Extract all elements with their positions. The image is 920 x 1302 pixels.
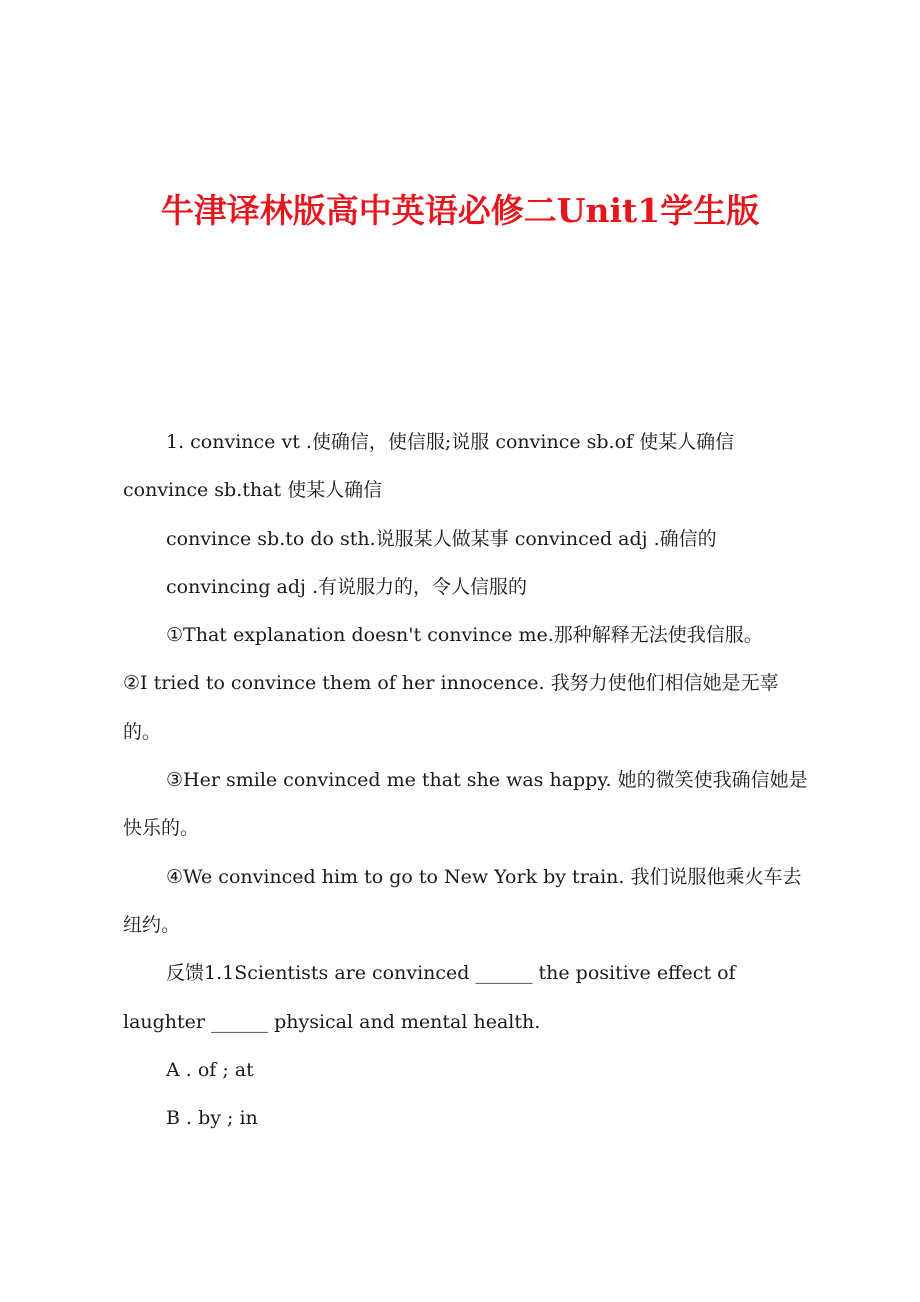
answer-option-a: A . of ; at xyxy=(166,1058,254,1081)
vocab-usage-line: convince sb.to do sth.说服某人做某事 convinced adj .确信的 xyxy=(166,527,717,550)
vocab-entry-convince: 1. convince vt .使确信，使信服;说服 convince sb.of 使某人确信 convince sb.that 使某人确信 xyxy=(123,431,735,502)
example-sentence: ④We convinced him to go to New York by train. 我们说服他乘火车去纽约。 xyxy=(123,865,802,936)
example-sentence: ③Her smile convinced me that she was happy. 她的微笑使我确信她是快乐的。 xyxy=(123,769,808,840)
example-sentence: ①That explanation doesn't convince me.那种解释无法使我信服。 xyxy=(166,624,763,647)
document-body xyxy=(123,418,813,1142)
example-sentence: ②I tried to convince them of her innocence. 我努力使他们相信她是无辜的。 xyxy=(123,672,779,743)
document-title: 牛津译林版高中英语必修二Unit1学生版 xyxy=(160,191,760,230)
feedback-question: 反馈1.1Scientists are convinced ______ the positive effect of laughter ______ physical and mental health. xyxy=(123,962,736,1033)
answer-option-b: B . by ; in xyxy=(166,1107,258,1130)
vocab-usage-line: convincing adj .有说服力的，令人信服的 xyxy=(166,575,527,598)
